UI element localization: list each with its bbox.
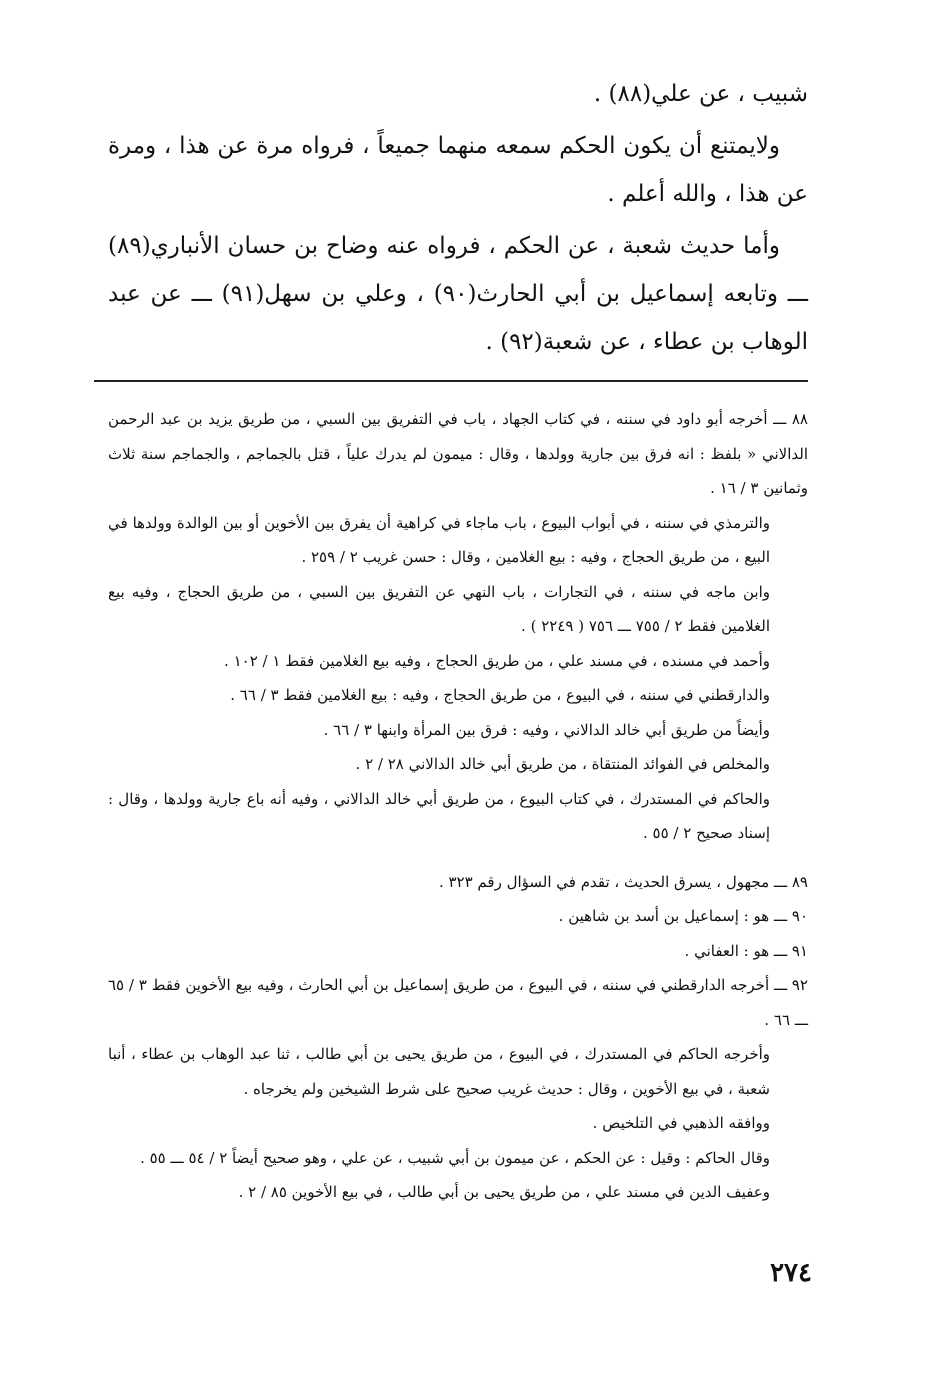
footnote-92	[108, 968, 808, 1037]
footnote-text: أخرجه الدارقطني في سننه ، في البيوع ، من طريق إسماعيل بن أبي الحارث ، وفيه بيع الأخوين فقط ٣ / ٦٥ ـــ ٦٦ .	[108, 976, 808, 1029]
footnote-number: ٩٢ ـــ	[773, 976, 808, 994]
footnote-92-line: وأخرجه الحاكم في المستدرك ، في البيوع ، من طريق يحيى بن أبي طالب ، ثنا عبد الوهاب بن عطاء ، أنبا شعبة ، في بيع الأخوين ، وقال : حديث غريب صحيح على شرط الشيخين ولم يخرجاه .	[108, 1045, 770, 1098]
footnote-88-line: والمخلص في الفوائد المنتقاة ، من طريق أبي خالد الدالاني ٢٨ / ٢ .	[355, 755, 770, 773]
page-number: ٢٧٤	[770, 1258, 812, 1288]
footnotes	[108, 402, 808, 1210]
footnote-separator	[94, 380, 808, 382]
footnote-88-line: وأحمد في مسنده ، في مسند علي ، من طريق الحجاج ، وفيه بيع الغلامين فقط ١ / ١٠٢ .	[224, 651, 770, 670]
footnote-number: ٨٨ ـــ	[773, 410, 808, 428]
book-page	[108, 70, 808, 1210]
footnote-89	[108, 865, 808, 900]
main-paragraph-1: شبيب ، عن علي(٨٨) .	[593, 81, 808, 107]
footnote-text: أخرجه أبو داود في سننه ، في كتاب الجهاد ، باب في التفريق بين السبي ، من طريق يزيد بن عبد الرحمن الدالاني « بلفظ : انه فرق بين جارية وولدها ، وقال : ميمون لم يدرك علياً ، قتل بالجماجم ، والجماجم سنة ثلاث وثمانين ٣ / ١٦ .	[108, 410, 808, 497]
footnote-88-line: وأيضاً من طريق أبي خالد الدالاني ، وفيه : فرق بين المرأة وابنها ٣ / ٦٦ .	[323, 720, 770, 739]
footnote-92-line: وعفيف الدين في مسند علي ، من طريق يحيى بن أبي طالب ، في بيع الأخوين ٨٥ / ٢ .	[238, 1183, 770, 1201]
footnote-90	[108, 899, 808, 934]
footnote-text: هو : إسماعيل بن أسد بن شاهين .	[558, 907, 770, 925]
footnote-number: ٨٩ ـــ	[773, 872, 808, 891]
footnote-number: ٩٠ ـــ	[773, 907, 808, 925]
footnote-88-line: والترمذي في سننه ، في أبواب البيوع ، باب ماجاء في كراهية أن يفرق بين الأخوين أو بين الوالدة وولدها في البيع ، من طريق الحجاج ، وفيه : بيع الغلامين ، وقال : حسن غريب ٢ / ٢٥٩ .	[108, 513, 770, 566]
footnote-gap	[108, 851, 808, 865]
main-paragraph-3: وأما حديث شعبة ، عن الحكم ، فرواه عنه وضاح بن حسان الأنباري(٨٩) ـــ وتابعه إسماعيل بن أبي الحارث(٩٠) ، وعلي بن سهل(٩١) ـــ عن عبد الوهاب بن عطاء ، عن شعبة(٩٢) .	[108, 233, 808, 355]
footnote-88-line: وابن ماجه في سننه ، في التجارات ، باب النهي عن التفريق بين السبي ، من طريق الحجاج ، وفيه بيع الغلامين فقط ٢ / ٧٥٥ ـــ ٧٥٦ ( ٢٢٤٩ ) .	[108, 582, 770, 635]
main-paragraph-2: ولايمتنع أن يكون الحكم سمعه منهما جميعاً ، فرواه مرة عن هذا ، ومرة عن هذا ، والله أعلم .	[108, 133, 808, 207]
main-text	[108, 70, 808, 366]
footnote-text: مجهول ، يسرق الحديث ، تقدم في السؤال رقم ٣٢٣ .	[438, 872, 770, 891]
footnote-91	[108, 934, 808, 969]
footnote-88-line: والحاكم في المستدرك ، في كتاب البيوع ، من طريق أبي خالد الدالاني ، وفيه أنه باع جارية وولدها ، وقال : إسناد صحيح ٢ / ٥٥ .	[108, 789, 770, 842]
footnote-text: هو : العفاني .	[684, 941, 770, 960]
footnote-88-line: والدارقطني في سننه ، في البيوع ، من طريق الحجاج ، وفيه : بيع الغلامين فقط ٣ / ٦٦ .	[230, 686, 770, 704]
footnote-92-line: ووافقه الذهبي في التلخيص .	[592, 1114, 770, 1132]
footnote-88	[108, 402, 808, 506]
footnote-92-line: وقال الحاكم : وقيل : عن الحكم ، عن ميمون بن أبي شبيب ، عن علي ، وهو صحيح أيضاً ٢ / ٥٤ ـــ ٥٥ .	[140, 1148, 770, 1167]
footnote-number: ٩١ ـــ	[773, 941, 808, 960]
